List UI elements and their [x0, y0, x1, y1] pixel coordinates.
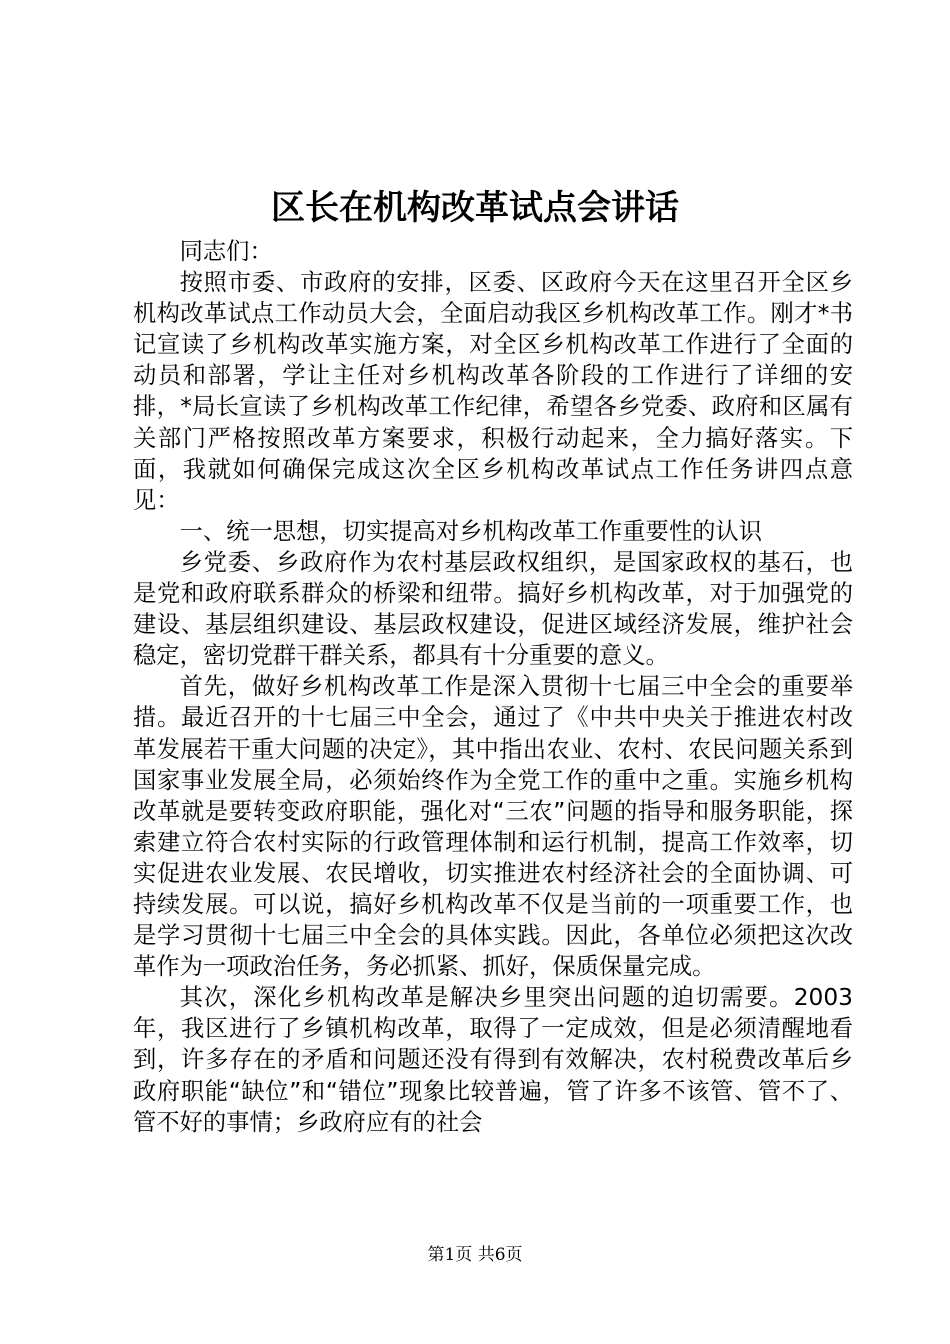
section-heading: 一、统一思想，切实提高对乡机构改革工作重要性的认识 — [179, 517, 763, 545]
document-body — [133, 236, 853, 1138]
paragraph: 乡党委、乡政府作为农村基层政权组织，是国家政权的基石，也是党和政府联系群众的桥梁和纽带。搞好乡机构改革，对于加强党的建设、基层组织建设、基层政权建设，促进区域经济发展，维护社会稳定，密切党群干群关系，都具有十分重要的意义。 — [133, 548, 853, 670]
page-footer: 第1页 共6页 — [427, 1245, 523, 1265]
salutation: 同志们： — [179, 238, 273, 265]
paragraph: 首先，做好乡机构改革工作是深入贯彻十七届三中全会的重要举措。最近召开的十七届三中全会，通过了《中共中央关于推进农村改革发展若干重大问题的决定》，其中指出农业、农村、农民问题关系到国家事业发展全局，必须始终作为全党工作的重中之重。实施乡机构改革就是要转变政府职能，强化对“三农”问题的指导和服务职能，探索建立符合农村实际的行政管理体制和运行机制，提高工作效率，切实促进农业发展、农民增收，切实推进农村经济社会的全面协调、可持续发展。可以说，搞好乡机构改革不仅是当前的一项重要工作，也是学习贯彻十七届三中全会的具体实践。因此，各单位必须把这次改革作为一项政治任务，务必抓紧、抓好，保质保量完成。 — [133, 673, 853, 981]
document-title: 区长在机构改革试点会讲话 — [271, 188, 679, 228]
paragraph: 按照市委、市政府的安排，区委、区政府今天在这里召开全区乡机构改革试点工作动员大会，全面启动我区乡机构改革工作。刚才*书记宣读了乡机构改革实施方案，对全区乡机构改革工作进行了全面的动员和部署，学让主任对乡机构改革各阶段的工作进行了详细的安排，*局长宣读了乡机构改革工作纪律，希望各乡党委、政府和区属有关部门严格按照改革方案要求，积极行动起来，全力搞好落实。下面，我就如何确保完成这次全区乡机构改革试点工作任务讲四点意见： — [133, 269, 853, 514]
paragraph: 其次，深化乡机构改革是解决乡里突出问题的迫切需要。2003年，我区进行了乡镇机构改革，取得了一定成效，但是必须清醒地看到，许多存在的矛盾和问题还没有得到有效解决，农村税费改革后乡政府职能“缺位”和“错位”现象比较普遍，管了许多不该管、管不了、管不好的事情；乡政府应有的社会 — [133, 984, 853, 1136]
